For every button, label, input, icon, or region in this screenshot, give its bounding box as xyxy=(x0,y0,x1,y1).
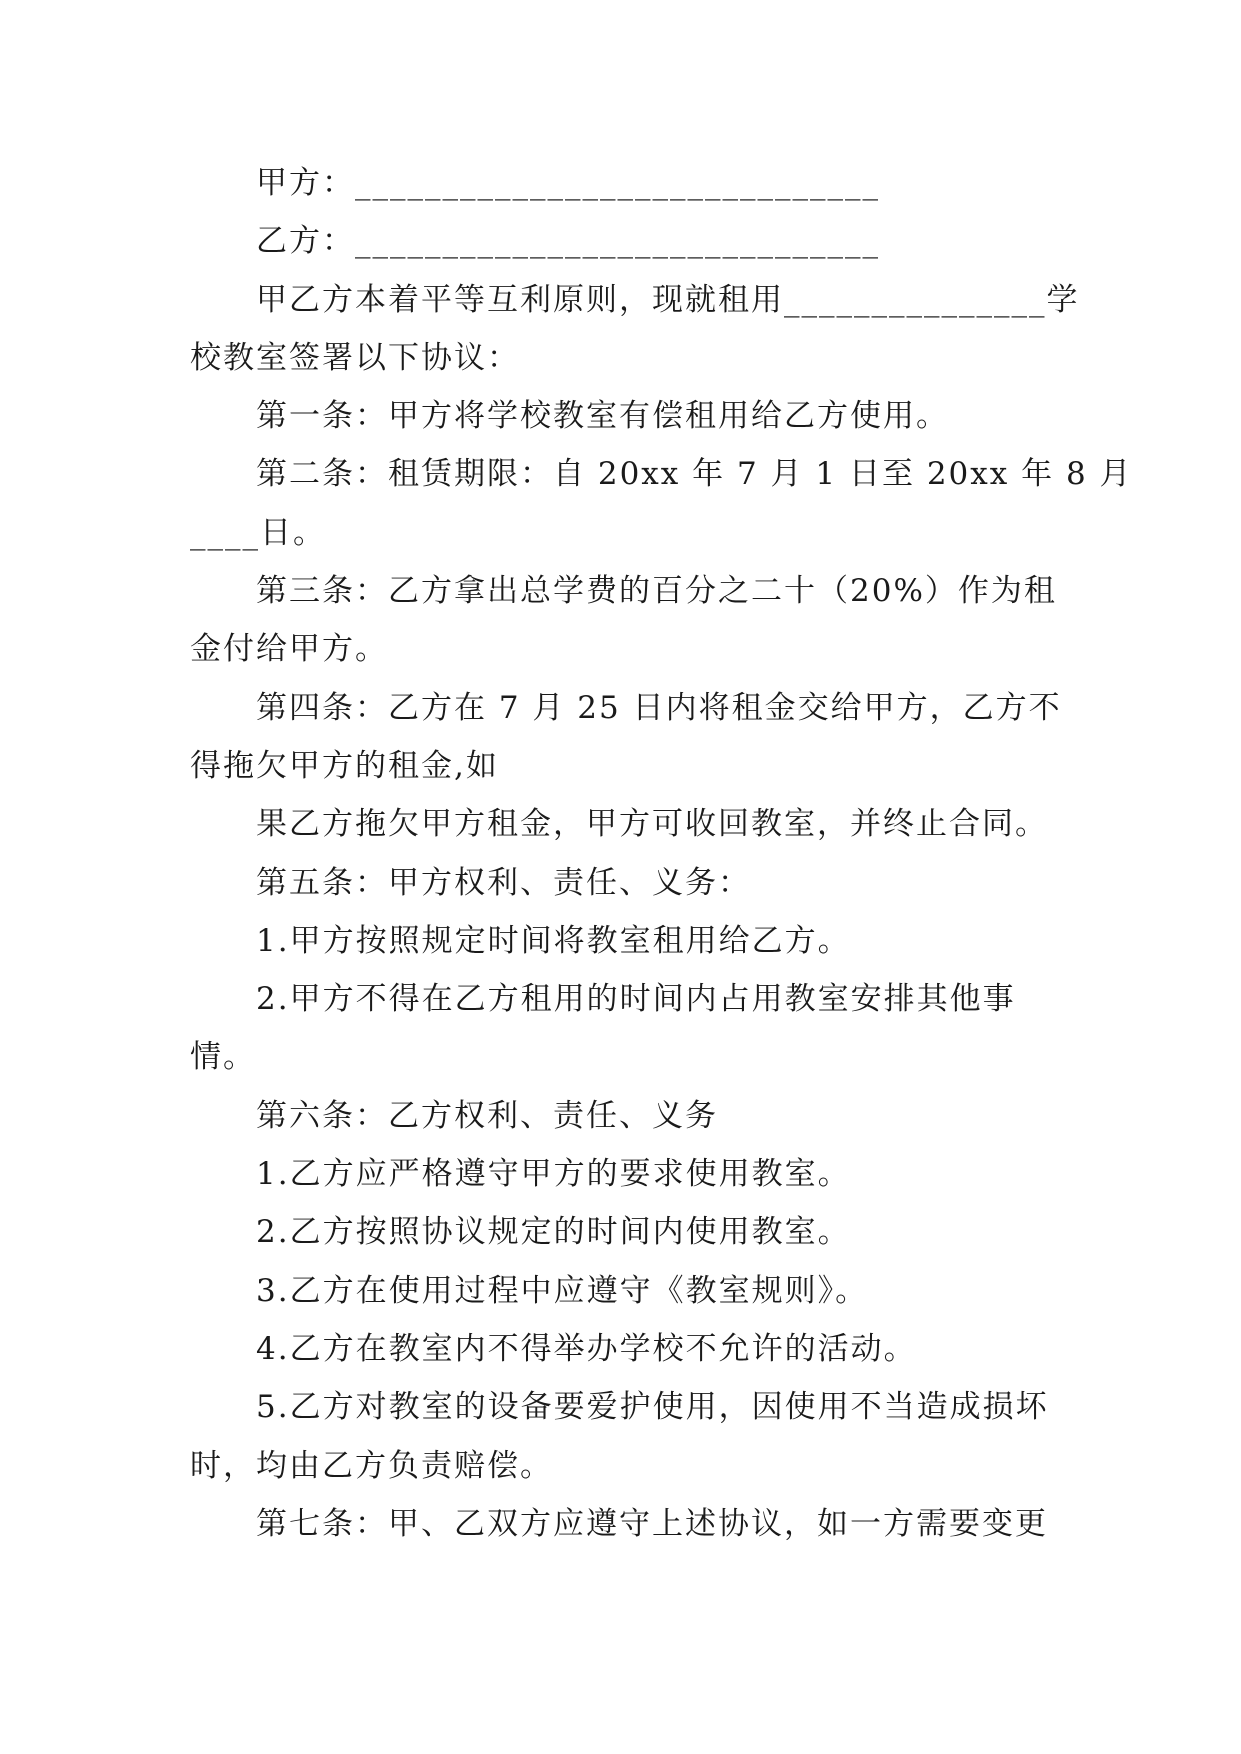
party-a-line: 甲方：______________________________ xyxy=(256,165,880,201)
party-b-line: 乙方：______________________________ xyxy=(256,223,880,260)
article-4-line-2: 得拖欠甲方的租金,如 xyxy=(190,747,499,784)
article-5-item-2-line-2: 情。 xyxy=(190,1039,256,1076)
article-5-item-2-line-1: 2.甲方不得在乙方租用的时间内占用教室安排其他事 xyxy=(256,981,1016,1018)
article-5-heading: 第五条：甲方权利、责任、义务： xyxy=(256,864,751,901)
article-6-item-5-line-2: 时，均由乙方负责赔偿。 xyxy=(190,1447,553,1484)
article-7-line-1: 第七条：甲、乙双方应遵守上述协议，如一方需要变更 xyxy=(256,1505,1048,1542)
article-1: 第一条：甲方将学校教室有偿租用给乙方使用。 xyxy=(256,398,949,435)
article-6-item-1: 1.乙方应严格遵守甲方的要求使用教室。 xyxy=(256,1156,851,1193)
article-3-line-2: 金付给甲方。 xyxy=(190,631,388,668)
article-6-item-4: 4.乙方在教室内不得举办学校不允许的活动。 xyxy=(256,1330,917,1367)
article-5-item-1: 1.甲方按照规定时间将教室租用给乙方。 xyxy=(256,922,851,959)
article-2-line-2: ____日。 xyxy=(190,514,326,551)
article-4-line-1: 第四条：乙方在 7 月 25 日内将租金交给甲方，乙方不 xyxy=(256,689,1062,726)
preamble-line-1: 甲乙方本着平等互利原则，现就租用_______________学 xyxy=(256,281,1080,318)
article-6-item-3: 3.乙方在使用过程中应遵守《教室规则》。 xyxy=(256,1272,869,1309)
article-4-line-3: 果乙方拖欠甲方租金，甲方可收回教室，并终止合同。 xyxy=(256,806,1048,843)
contract-body xyxy=(190,154,1133,1553)
article-6-heading: 第六条：乙方权利、责任、义务 xyxy=(256,1097,718,1134)
preamble-line-2: 校教室签署以下协议： xyxy=(190,339,520,376)
article-2-line-1: 第二条：租赁期限：自 20xx 年 7 月 1 日至 20xx 年 8 月 xyxy=(256,456,1133,493)
article-3-line-1: 第三条：乙方拿出总学费的百分之二十（20%）作为租 xyxy=(256,573,1057,610)
article-6-item-2: 2.乙方按照协议规定的时间内使用教室。 xyxy=(256,1214,851,1251)
article-6-item-5-line-1: 5.乙方对教室的设备要爱护使用，因使用不当造成损坏 xyxy=(256,1389,1049,1426)
